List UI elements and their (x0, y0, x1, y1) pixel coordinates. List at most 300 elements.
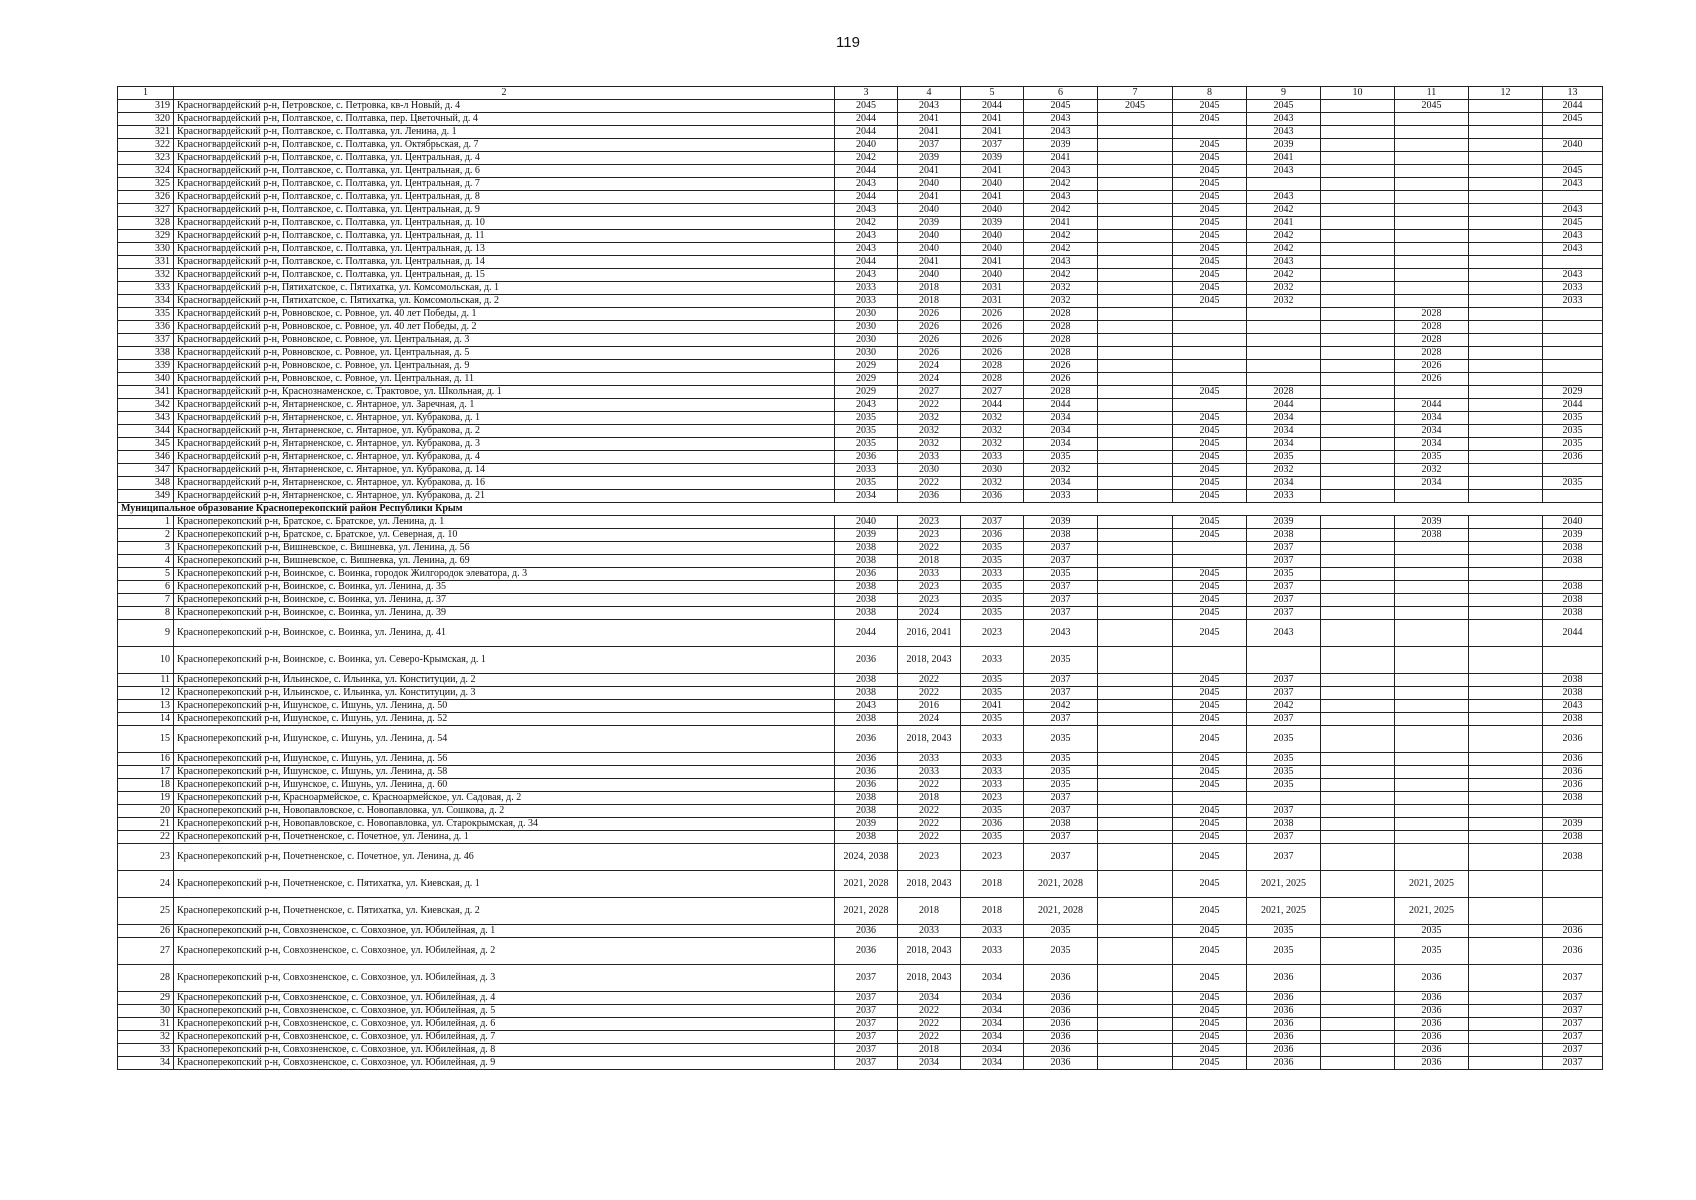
address-cell: Красноперекопский р-н, Красноармейское, с. Красноармейское, ул. Садовая, д. 2 (174, 792, 835, 805)
year-cell: 2037 (1543, 992, 1603, 1005)
year-cell (1543, 464, 1603, 477)
year-cell (1469, 425, 1543, 438)
year-cell: 2034 (1247, 477, 1321, 490)
year-cell (1098, 360, 1173, 373)
year-cell: 2045 (1173, 412, 1247, 425)
year-cell: 2023 (898, 844, 961, 871)
year-cell: 2038 (835, 555, 898, 568)
column-header: 12 (1469, 87, 1543, 100)
year-cell (1469, 779, 1543, 792)
year-cell (1469, 620, 1543, 647)
year-cell: 2042 (1247, 700, 1321, 713)
year-cell: 2044 (1543, 399, 1603, 412)
table-row (118, 713, 1603, 726)
year-cell (1395, 607, 1469, 620)
table-row (118, 321, 1603, 334)
year-cell: 2035 (961, 713, 1024, 726)
year-cell (1469, 321, 1543, 334)
year-cell (1321, 230, 1395, 243)
year-cell (1098, 581, 1173, 594)
year-cell: 2038 (1395, 529, 1469, 542)
year-cell: 2038 (835, 607, 898, 620)
year-cell (1469, 1005, 1543, 1018)
year-cell: 2022 (898, 831, 961, 844)
column-header: 9 (1247, 87, 1321, 100)
year-cell (1321, 100, 1395, 113)
row-number: 345 (118, 438, 174, 451)
year-cell (1098, 925, 1173, 938)
year-cell (1395, 792, 1469, 805)
year-cell: 2034 (835, 490, 898, 503)
year-cell: 2033 (961, 451, 1024, 464)
year-cell: 2021, 2028 (835, 898, 898, 925)
year-cell: 2036 (1543, 938, 1603, 965)
year-cell: 2022 (898, 1018, 961, 1031)
year-cell (1395, 217, 1469, 230)
year-cell: 2034 (961, 1057, 1024, 1070)
year-cell (1098, 230, 1173, 243)
year-cell (1247, 308, 1321, 321)
year-cell: 2037 (1247, 713, 1321, 726)
year-cell (1321, 607, 1395, 620)
year-cell: 2045 (1173, 753, 1247, 766)
column-header: 4 (898, 87, 961, 100)
table-row (118, 412, 1603, 425)
table-row (118, 844, 1603, 871)
year-cell: 2043 (1543, 269, 1603, 282)
table-row (118, 100, 1603, 113)
row-number: 338 (118, 347, 174, 360)
address-cell: Красногвардейский р-н, Петровское, с. Петровка, кв-л Новый, д. 4 (174, 100, 835, 113)
row-number: 346 (118, 451, 174, 464)
row-number: 322 (118, 139, 174, 152)
year-cell (1098, 1044, 1173, 1057)
year-cell: 2039 (1395, 516, 1469, 529)
year-cell: 2045 (1543, 217, 1603, 230)
year-cell (1395, 594, 1469, 607)
year-cell (1098, 844, 1173, 871)
row-number: 340 (118, 373, 174, 386)
year-cell (1098, 620, 1173, 647)
row-number: 28 (118, 965, 174, 992)
row-number: 323 (118, 152, 174, 165)
year-cell: 2036 (1395, 1018, 1469, 1031)
year-cell (1469, 1031, 1543, 1044)
row-number: 19 (118, 792, 174, 805)
year-cell: 2035 (1024, 647, 1098, 674)
year-cell: 2044 (835, 126, 898, 139)
address-cell: Красноперекопский р-н, Совхозненское, с. Совхозное, ул. Юбилейная, д. 9 (174, 1057, 835, 1070)
year-cell (1469, 713, 1543, 726)
year-cell: 2023 (961, 844, 1024, 871)
year-cell: 2045 (1173, 425, 1247, 438)
year-cell: 2043 (1543, 700, 1603, 713)
table-row (118, 1031, 1603, 1044)
page-number: 119 (836, 34, 860, 51)
year-cell (1098, 412, 1173, 425)
year-cell: 2032 (1247, 464, 1321, 477)
year-cell (1395, 178, 1469, 191)
year-cell: 2031 (961, 282, 1024, 295)
address-cell: Красноперекопский р-н, Воинское, с. Воинка, ул. Северо-Крымская, д. 1 (174, 647, 835, 674)
year-cell: 2034 (1024, 477, 1098, 490)
year-cell: 2045 (1173, 925, 1247, 938)
year-cell: 2037 (1247, 831, 1321, 844)
table-row (118, 620, 1603, 647)
year-cell (1469, 792, 1543, 805)
year-cell: 2037 (1024, 831, 1098, 844)
row-number: 1 (118, 516, 174, 529)
schedule-table (117, 86, 1603, 1070)
year-cell (1321, 516, 1395, 529)
year-cell (1321, 217, 1395, 230)
year-cell: 2022 (898, 399, 961, 412)
year-cell: 2035 (961, 581, 1024, 594)
year-cell: 2038 (835, 674, 898, 687)
year-cell: 2036 (1247, 1018, 1321, 1031)
year-cell (1321, 753, 1395, 766)
year-cell (1321, 766, 1395, 779)
address-cell: Красноперекопский р-н, Новопавловское, с. Новопавловка, ул. Старокрымская, д. 34 (174, 818, 835, 831)
year-cell (1098, 477, 1173, 490)
year-cell: 2043 (1024, 620, 1098, 647)
year-cell: 2026 (961, 308, 1024, 321)
year-cell: 2021, 2025 (1395, 871, 1469, 898)
year-cell: 2037 (961, 516, 1024, 529)
year-cell: 2041 (1024, 152, 1098, 165)
year-cell: 2033 (961, 753, 1024, 766)
year-cell: 2043 (1543, 204, 1603, 217)
year-cell (1469, 766, 1543, 779)
table-row (118, 542, 1603, 555)
year-cell: 2031 (961, 295, 1024, 308)
year-cell (1098, 243, 1173, 256)
year-cell (1321, 938, 1395, 965)
year-cell (1321, 243, 1395, 256)
year-cell (1395, 191, 1469, 204)
row-number: 3 (118, 542, 174, 555)
year-cell (1395, 555, 1469, 568)
year-cell (1173, 360, 1247, 373)
year-cell (1469, 477, 1543, 490)
year-cell: 2034 (961, 1005, 1024, 1018)
year-cell (1469, 334, 1543, 347)
year-cell (1321, 871, 1395, 898)
year-cell (1321, 269, 1395, 282)
year-cell (1469, 925, 1543, 938)
year-cell (1395, 490, 1469, 503)
address-cell: Красногвардейский р-н, Пятихатское, с. Пятихатка, ул. Комсомольская, д. 1 (174, 282, 835, 295)
year-cell (1469, 256, 1543, 269)
year-cell: 2036 (961, 818, 1024, 831)
year-cell (1469, 217, 1543, 230)
year-cell (1247, 321, 1321, 334)
year-cell (1469, 568, 1543, 581)
address-cell: Красногвардейский р-н, Янтарненское, с. Янтарное, ул. Кубракова, д. 1 (174, 412, 835, 425)
year-cell: 2022 (898, 1005, 961, 1018)
year-cell (1098, 753, 1173, 766)
year-cell: 2037 (1247, 581, 1321, 594)
year-cell (1543, 647, 1603, 674)
year-cell (1098, 766, 1173, 779)
year-cell: 2036 (1395, 965, 1469, 992)
year-cell: 2032 (898, 425, 961, 438)
table-row (118, 1018, 1603, 1031)
year-cell: 2033 (835, 282, 898, 295)
year-cell (1543, 256, 1603, 269)
year-cell (1543, 126, 1603, 139)
year-cell (1321, 178, 1395, 191)
year-cell: 2039 (898, 217, 961, 230)
year-cell: 2034 (1395, 412, 1469, 425)
year-cell (1395, 713, 1469, 726)
year-cell: 2045 (1173, 581, 1247, 594)
year-cell: 2024 (898, 360, 961, 373)
year-cell: 2034 (961, 1031, 1024, 1044)
year-cell: 2038 (1543, 607, 1603, 620)
address-cell: Красногвардейский р-н, Ровновское, с. Ровное, ул. 40 лет Победы, д. 2 (174, 321, 835, 334)
year-cell: 2035 (835, 477, 898, 490)
year-cell: 2022 (898, 542, 961, 555)
year-cell: 2042 (1247, 269, 1321, 282)
year-cell: 2026 (1395, 373, 1469, 386)
year-cell: 2045 (1173, 152, 1247, 165)
year-cell: 2039 (1024, 516, 1098, 529)
year-cell: 2030 (835, 347, 898, 360)
year-cell (1469, 282, 1543, 295)
year-cell: 2026 (898, 308, 961, 321)
year-cell: 2043 (1247, 165, 1321, 178)
column-header: 1 (118, 87, 174, 100)
table-row (118, 516, 1603, 529)
year-cell: 2045 (1173, 568, 1247, 581)
year-cell (1098, 191, 1173, 204)
year-cell: 2028 (961, 360, 1024, 373)
year-cell: 2041 (961, 126, 1024, 139)
year-cell: 2045 (1173, 243, 1247, 256)
table-row (118, 256, 1603, 269)
row-number: 33 (118, 1044, 174, 1057)
year-cell: 2038 (1247, 818, 1321, 831)
year-cell (1098, 992, 1173, 1005)
year-cell (1321, 594, 1395, 607)
year-cell: 2035 (961, 674, 1024, 687)
year-cell (1543, 191, 1603, 204)
year-cell: 2033 (961, 647, 1024, 674)
year-cell (1469, 308, 1543, 321)
address-cell: Красноперекопский р-н, Совхозненское, с. Совхозное, ул. Юбилейная, д. 1 (174, 925, 835, 938)
year-cell: 2037 (1247, 674, 1321, 687)
year-cell: 2042 (1024, 178, 1098, 191)
address-cell: Красноперекопский р-н, Почетненское, с. Почетное, ул. Ленина, д. 1 (174, 831, 835, 844)
row-number: 321 (118, 126, 174, 139)
year-cell: 2045 (1173, 594, 1247, 607)
year-cell: 2023 (898, 594, 961, 607)
year-cell (1098, 334, 1173, 347)
column-header: 8 (1173, 87, 1247, 100)
year-cell: 2038 (835, 594, 898, 607)
year-cell (1173, 321, 1247, 334)
row-number: 334 (118, 295, 174, 308)
year-cell: 2024 (898, 373, 961, 386)
row-number: 343 (118, 412, 174, 425)
year-cell: 2016 (898, 700, 961, 713)
year-cell (1321, 965, 1395, 992)
year-cell (1321, 438, 1395, 451)
year-cell: 2039 (961, 152, 1024, 165)
address-cell: Красногвардейский р-н, Полтавское, с. Полтавка, ул. Центральная, д. 10 (174, 217, 835, 230)
column-header: 5 (961, 87, 1024, 100)
address-cell: Красноперекопский р-н, Новопавловское, с. Новопавловка, ул. Сошкова, д. 2 (174, 805, 835, 818)
year-cell (1173, 334, 1247, 347)
year-cell (1395, 831, 1469, 844)
year-cell (1395, 568, 1469, 581)
year-cell: 2036 (1543, 451, 1603, 464)
table-row (118, 295, 1603, 308)
year-cell: 2043 (1543, 178, 1603, 191)
year-cell: 2038 (1543, 542, 1603, 555)
row-number: 333 (118, 282, 174, 295)
year-cell: 2037 (1024, 674, 1098, 687)
year-cell: 2043 (1024, 126, 1098, 139)
row-number: 32 (118, 1031, 174, 1044)
year-cell: 2045 (835, 100, 898, 113)
year-cell: 2035 (1395, 451, 1469, 464)
column-header: 3 (835, 87, 898, 100)
year-cell: 2022 (898, 818, 961, 831)
year-cell (1395, 126, 1469, 139)
year-cell: 2045 (1173, 100, 1247, 113)
year-cell: 2038 (835, 542, 898, 555)
year-cell (1098, 647, 1173, 674)
year-cell (1321, 321, 1395, 334)
year-cell: 2035 (835, 425, 898, 438)
year-cell: 2044 (961, 100, 1024, 113)
year-cell: 2034 (1024, 412, 1098, 425)
table-row (118, 334, 1603, 347)
year-cell: 2043 (835, 399, 898, 412)
address-cell: Красногвардейский р-н, Полтавское, с. Полтавка, ул. Центральная, д. 8 (174, 191, 835, 204)
address-cell: Красногвардейский р-н, Янтарненское, с. Янтарное, ул. Заречная, д. 1 (174, 399, 835, 412)
year-cell: 2035 (1543, 425, 1603, 438)
year-cell (1469, 992, 1543, 1005)
year-cell (1321, 477, 1395, 490)
table-row (118, 191, 1603, 204)
year-cell (1469, 831, 1543, 844)
year-cell: 2034 (961, 965, 1024, 992)
year-cell: 2033 (961, 938, 1024, 965)
year-cell (1321, 779, 1395, 792)
year-cell: 2021, 2025 (1247, 871, 1321, 898)
address-cell: Красноперекопский р-н, Братское, с. Братское, ул. Северная, д. 10 (174, 529, 835, 542)
year-cell (1098, 139, 1173, 152)
year-cell: 2044 (835, 113, 898, 126)
year-cell (1543, 805, 1603, 818)
year-cell: 2040 (835, 516, 898, 529)
year-cell (1469, 269, 1543, 282)
year-cell (1098, 425, 1173, 438)
year-cell (1469, 243, 1543, 256)
year-cell: 2035 (1024, 925, 1098, 938)
year-cell (1469, 100, 1543, 113)
table-row (118, 779, 1603, 792)
year-cell: 2041 (898, 126, 961, 139)
year-cell: 2045 (1173, 992, 1247, 1005)
year-cell (1469, 165, 1543, 178)
row-number: 10 (118, 647, 174, 674)
row-number: 18 (118, 779, 174, 792)
year-cell: 2034 (1395, 438, 1469, 451)
address-cell: Красногвардейский р-н, Ровновское, с. Ровное, ул. Центральная, д. 3 (174, 334, 835, 347)
address-cell: Красногвардейский р-н, Янтарненское, с. Янтарное, ул. Кубракова, д. 3 (174, 438, 835, 451)
row-number: 17 (118, 766, 174, 779)
year-cell (1098, 607, 1173, 620)
year-cell: 2039 (1024, 139, 1098, 152)
year-cell: 2045 (1173, 831, 1247, 844)
year-cell: 2040 (835, 139, 898, 152)
year-cell: 2042 (835, 152, 898, 165)
row-number: 16 (118, 753, 174, 766)
year-cell (1469, 965, 1543, 992)
table-row (118, 282, 1603, 295)
year-cell: 2045 (1173, 477, 1247, 490)
year-cell (1469, 139, 1543, 152)
table-row (118, 451, 1603, 464)
year-cell (1098, 831, 1173, 844)
table-row (118, 386, 1603, 399)
year-cell (1395, 243, 1469, 256)
year-cell (1543, 308, 1603, 321)
year-cell: 2035 (1024, 938, 1098, 965)
year-cell: 2045 (1247, 100, 1321, 113)
year-cell: 2035 (1395, 925, 1469, 938)
year-cell (1098, 898, 1173, 925)
year-cell (1098, 594, 1173, 607)
year-cell: 2039 (835, 529, 898, 542)
year-cell: 2042 (1247, 204, 1321, 217)
row-number: 22 (118, 831, 174, 844)
year-cell: 2045 (1173, 230, 1247, 243)
year-cell: 2036 (1024, 1057, 1098, 1070)
year-cell (1543, 490, 1603, 503)
year-cell (1321, 204, 1395, 217)
row-number: 27 (118, 938, 174, 965)
year-cell: 2045 (1173, 464, 1247, 477)
year-cell: 2034 (961, 992, 1024, 1005)
year-cell (1173, 399, 1247, 412)
year-cell: 2039 (1543, 818, 1603, 831)
year-cell (1098, 386, 1173, 399)
year-cell: 2035 (961, 687, 1024, 700)
year-cell: 2043 (1543, 230, 1603, 243)
year-cell (1469, 152, 1543, 165)
address-cell: Красногвардейский р-н, Ровновское, с. Ровное, ул. Центральная, д. 9 (174, 360, 835, 373)
year-cell (1321, 373, 1395, 386)
year-cell: 2026 (1395, 360, 1469, 373)
year-cell: 2037 (835, 1018, 898, 1031)
year-cell: 2045 (1173, 1005, 1247, 1018)
year-cell (1321, 818, 1395, 831)
year-cell (1321, 412, 1395, 425)
year-cell (1321, 334, 1395, 347)
year-cell: 2044 (835, 256, 898, 269)
year-cell: 2035 (1247, 766, 1321, 779)
year-cell: 2035 (1543, 412, 1603, 425)
address-cell: Красногвардейский р-н, Полтавское, с. Полтавка, ул. Центральная, д. 9 (174, 204, 835, 217)
year-cell: 2041 (898, 256, 961, 269)
year-cell: 2028 (1395, 321, 1469, 334)
year-cell: 2036 (1543, 753, 1603, 766)
